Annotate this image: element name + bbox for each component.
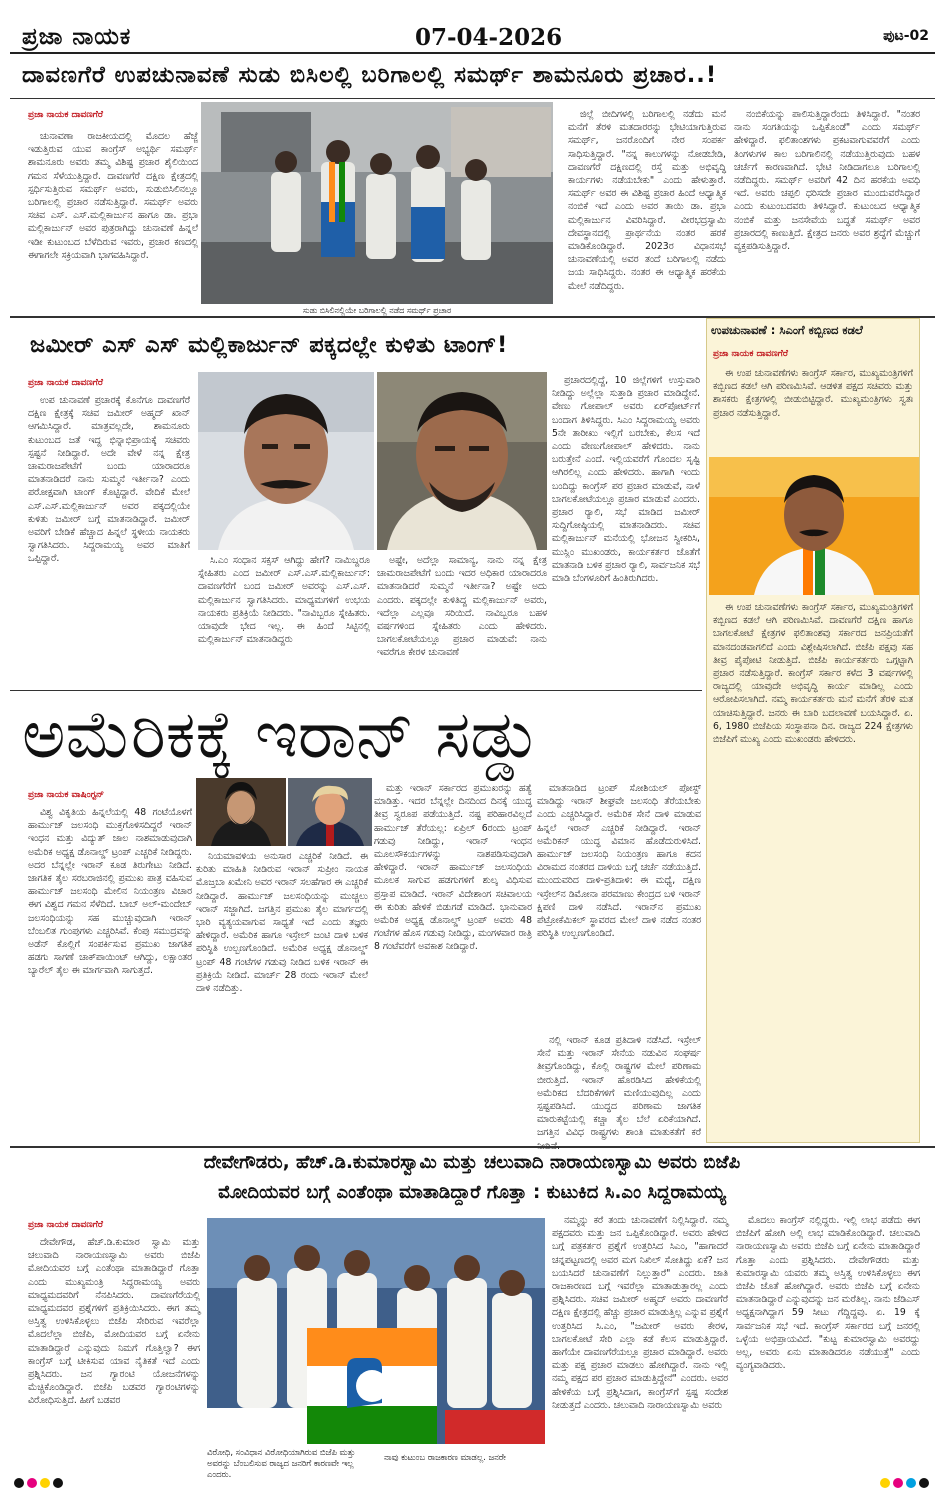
story2-column-3 — [377, 554, 547, 682]
story4-headline-line-2: ಮೋದಿಯವರ ಬಗ್ಗೆ ಎಂತೆಂಥಾ ಮಾತಾಡಿದ್ದಾರೆ ಗೊತ್ತಾ : ಕುಟುಕಿದ ಸಿ.ಎಂ ಸಿದ್ದರಾಮಯ್ಯ — [218, 1182, 726, 1203]
rally-stage-photo — [207, 1218, 545, 1444]
story4-photo-caption-right — [384, 1452, 546, 1463]
story1-text-1: ಚುನಾವಣಾ ರಾಜಕೀಯದಲ್ಲಿ ಮೊದಲ ಹೆಜ್ಜೆ ಇಡುತ್ತಿರುವ ಯುವ ಕಾಂಗ್ರೆಸ್ ಅಭ್ಯರ್ಥಿ ಸಮರ್ಥ್ ಶಾಮನೂರು ಅವರು ತಮ್ಮ ವಿಶಿಷ್ಟ ಪ್ರಚಾರ ಶೈಲಿಯಿಂದ ಗಮನ ಸೆಳೆಯುತ್ತಿದ್ದಾರೆ. ದಾವಣಗೆರೆ ದಕ್ಷಿಣ ಕ್ಷೇತ್ರದಲ್ಲಿ ಸ್ಪರ್ಧಿಸುತ್ತಿರುವ ಸಮರ್ಥ್ ಅವರು, ಸುಡುಬಿಸಿಲಿನಲ್ಲೂ ಬರಿಗಾಲಲ್ಲಿ ಪ್ರಚಾರ ನಡೆಸುತ್ತಿದ್ದಾರೆ. ಸಮರ್ಥ್ ಅವರು ಸಚಿವ ಎಸ್. ಎಸ್.ಮಲ್ಲಿಕಾರ್ಜುನ ಹಾಗೂ ಡಾ. ಪ್ರಭಾ ಮಲ್ಲಿಕಾರ್ಜುನ್ ಅವರ ಪುತ್ರರಾಗಿದ್ದು ಚುನಾವಣೆ ಹಿನ್ನಲೆ ಇಡೀ ಕುಟುಂಬದ ಬೆಳೆದಿರುವ ಇವರು, ಪ್ರಚಾರ ಕಣದಲ್ಲಿ ಈಗಾಗಲೇ ಸಕ್ರಿಯವಾಗಿ ಭಾಗವಹಿಸಿದ್ದಾರೆ. — [28, 131, 198, 261]
story3-headline: ಅಮೆರಿಕಕ್ಕೆ ಇರಾನ್ ಸಡ್ಡು — [22, 696, 541, 773]
story4-text-1: ದೇವೇಗೌಡ, ಹೆಚ್.ಡಿ.ಕುಮಾರ ಸ್ವಾಮಿ ಮತ್ತು ಚಲುವಾದಿ ನಾರಾಯಣಸ್ವಾಮಿ ಅವರು ಬಿಜೆಪಿ ಮೋದಿಯವರ ಬಗ್ಗೆ ಎಂತೆಂಥಾ ಮಾತಾಡಿದ್ದಾರೆ ಗೊತ್ತಾ ಎಂದು ಮುಖ್ಯಮಂತ್ರಿ ಸಿದ್ದರಾಮಯ್ಯ ಅವರು ಮಾಧ್ಯಮದವರಿಗೆ ನೆನಪಿಸಿದರು. ದಾವಣಗೆರೆಯಲ್ಲಿ ಮಾಧ್ಯಮದವರ ಪ್ರಶ್ನೆಗಳಿಗೆ ಪ್ರತಿಕ್ರಿಯಿಸಿದರು. ಈಗ ತಮ್ಮ ಅಸ್ತಿತ್ವ ಉಳಿಸಿಕೊಳ್ಳಲು ಬಿಜೆಪಿ ಸೇರಿರುವ ಇವರೆಲ್ಲಾ ಮೊದಲೆಲ್ಲಾ ಬಿಜೆಪಿ, ಮೋದಿಯವರ ಬಗ್ಗೆ ಏನೇನು ಮಾತಾಡಿದ್ದಾರೆ ಎನ್ನುವುದು ನಿಮಗೆ ಗೊತ್ತಿಲ್ವಾ? ಈಗ ಕಾಂಗ್ರೆಸ್ ಬಗ್ಗೆ ಟೀಕಿಸುವ ಯಾವ ನೈತಿಕತೆ ಇದೆ ಎಂದು ಪ್ರಶ್ನಿಸಿದರು. ಜನ ಗ್ಯಾರಂಟಿ ಯೋಜನೆಗಳನ್ನು ಮೆಚ್ಚಿಕೊಂಡಿದ್ದಾರೆ. ಬಿಜೆಪಿ ಬಡವರ ಗ್ಯಾರಂಟಿಗಳನ್ನು ವಿರೋಧಿಸುತ್ತಿದೆ. ಹೀಗೆ ಬಡವರ — [28, 1237, 200, 1407]
story3-text-3: ಮತ್ತು ಇರಾನ್ ಸರ್ಕಾರದ ಪ್ರಮುಖರನ್ನು ಹತ್ಯೆ ಮಾಡಿತ್ತು. ಇದರ ಬೆನ್ನಲ್ಲೇ ದಿನದಿಂದ ದಿನಕ್ಕೆ ಯುದ್ಧ ತೀವ್ರ ಸ್ವರೂಪ ಪಡೆಯುತ್ತಿದೆ. ನಷ್ಟ ಪರಿಹಾರವಿಲ್ಲದೆ ಹಾರ್ಮುಜ್ ತೆರೆಯಲ್ಲ: ಏಪ್ರಿಲ್ 6ರಂದು ಟ್ರಂಪ್ ಗಡುವು ನೀಡಿದ್ದು, ಇರಾನ್ ಇಂಧನ ಮೂಲಸೌಕರ್ಯಗಳನ್ನು ನಾಶಪಡಿಸುವುದಾಗಿ ಹೇಳಿದ್ದಾರೆ. ಇರಾನ್ ಹಾರ್ಮುಜ್ ಜಲಸಂಧಿಯ ಮೂಲಕ ಸಾಗುವ ಹಡಗುಗಳಿಗೆ ಶುಲ್ಕ ವಿಧಿಸುವ ಪ್ರಸ್ತಾಪ ಮಾಡಿದೆ. ಇರಾನ್ ವಿದೇಶಾಂಗ ಸಚಿವಾಲಯ ಈ ಕುರಿತು ಹೇಳಿಕೆ ಬಿಡುಗಡೆ ಮಾಡಿದೆ. ಭಾನುವಾರ ಅಮೆರಿಕ ಅಧ್ಯಕ್ಷ ಡೊನಾಲ್ಡ್ ಟ್ರಂಪ್ ಅವರು 48 ಗಂಟೆಗಳ ಹೊಸ ಗಡುವು ನೀಡಿದ್ದು, ಮಂಗಳವಾರ ರಾತ್ರಿ 8 ಗಂಟೆವರೆಗೆ ಅವಕಾಶ ನೀಡಿದ್ದಾರೆ. — [374, 783, 532, 953]
story4-column-1 — [28, 1236, 200, 1468]
story2-photo-right — [377, 372, 547, 550]
page-number: ಪುಟ-02 — [883, 28, 929, 44]
story4-text-2: ನಮ್ಮನ್ನು ಕರೆ ತಂದು ಚುನಾವಣೆಗೆ ನಿಲ್ಲಿಸಿದ್ದಾರೆ. ನಮ್ಮ ಪಕ್ಷದವರು ಮತ್ತು ಜನ ಒಪ್ಪಿಕೊಂಡಿದ್ದಾರೆ. ಅವರು ಹೇಳಿದ ಬಗ್ಗೆ ಪತ್ರಕರ್ತರ ಪ್ರಶ್ನೆಗೆ ಉತ್ತರಿಸಿದ ಸಿಎಂ, "ಹಾಗಾದರೆ ಚನ್ನಪಟ್ಟಣದಲ್ಲಿ ಅವರ ಮಗ ನಿಖಿಲ್ ಸೋತಿದ್ದು ಏಕೆ? ಜನ ಬಯಸಿದರೆ ಚುನಾವಣೆಗೆ ನಿಲ್ಲುತ್ತಾರೆ" ಎಂದರು. ಜಾತಿ ರಾಜಕಾರಣದ ಬಗ್ಗೆ ಇವರೆಲ್ಲಾ ಮಾತಾಡುತ್ತಾರಲ್ಲ ಎಂದು ಪ್ರಶ್ನಿಸಿದರು. ಸಚಿವ ಜಮೀರ್ ಅಹ್ಮದ್ ಅವರು ದಾವಣಗೆರೆ ದಕ್ಷಿಣ ಕ್ಷೇತ್ರದಲ್ಲಿ ಹೆಚ್ಚು ಪ್ರಚಾರ ಮಾಡುತ್ತಿಲ್ಲ ಎನ್ನುವ ಪ್ರಶ್ನೆಗೆ ಉತ್ತರಿಸಿದ ಸಿ.ಎಂ, "ಜಮೀರ್ ಅವರು ಕೇರಳ, ಬಾಗಲಕೋಟೆ ಸೇರಿ ಎಲ್ಲಾ ಕಡೆ ಕೆಲಸ ಮಾಡುತ್ತಿದ್ದಾರೆ. ಹಾಗೆಯೇ ದಾವಣಗೆರೆಯಲ್ಲೂ ಪ್ರಚಾರ ಮಾಡಿದ್ದಾರೆ. ಅವರು ಮತ್ತು ಪಕ್ಷ ಪ್ರಚಾರ ಮಾಡಲು ಹೋಗಿದ್ದಾರೆ. ನಾನು ಇಲ್ಲಿ ನಮ್ಮ ಪಕ್ಷದ ಪರ ಪ್ರಚಾರ ಮಾಡುತ್ತಿದ್ದೇನೆ" ಎಂದರು. ಅವರ ಹೇಳಿಕೆಯ ಬಗ್ಗೆ ಪ್ರಶ್ನಿಸಿದಾಗ, ಕಾಂಗ್ರೆಸ್‌ಗೆ ಸ್ಪಷ್ಟ ಸಂದೇಶ ನೀಡುತ್ತದೆ ಎಂದರು. ಚಲುವಾದಿ ನಾರಾಯಣಸ್ವಾಮಿ ಅವರು — [552, 1215, 728, 1411]
divider — [10, 1146, 935, 1148]
story3-column-2 — [196, 850, 368, 1136]
story4-photo-caption-left — [207, 1447, 377, 1481]
print-marks-right — [880, 1478, 929, 1488]
story4-column-2 — [552, 1214, 728, 1468]
politician-portrait-left — [198, 372, 374, 550]
politician-portrait-right — [377, 372, 547, 550]
story3-text-2: ನಿಯಮಾವಳಿಯ ಅನುಸಾರ ಎಚ್ಚರಿಕೆ ನೀಡಿದೆ. ಈ ಕುರಿತು ಮಾಹಿತಿ ನೀಡಿರುವ ಇರಾನ್ ಸುಪ್ರೀಂ ನಾಯಕ ಮೊಜ್ತಬಾ ಖಮೇನಿ ಅವರ ಇರಾನ್ ಸಲಹೆಗಾರ ಈ ಎಚ್ಚರಿಕೆ ನೀಡಿದ್ದಾರೆ. ಹಾರ್ಮುಜ್ ಜಲಸಂಧಿಯನ್ನು ಮುಚ್ಚಲು ಇರಾನ್ ಸಜ್ಜಾಗಿದೆ. ಜಗತ್ತಿನ ಪ್ರಮುಖ ತೈಲ ಮಾರ್ಗದಲ್ಲಿ ಭಾರಿ ವ್ಯತ್ಯಯವಾಗುವ ಸಾಧ್ಯತೆ ಇದೆ ಎಂದು ತಜ್ಞರು ಹೇಳಿದ್ದಾರೆ. ಅಮೆರಿಕ ಹಾಗೂ ಇಸ್ರೇಲ್ ಜಂಟಿ ದಾಳಿ ಬಳಿಕ ಪರಿಸ್ಥಿತಿ ಉಲ್ಬಣಗೊಂಡಿದೆ. ಅಮೆರಿಕ ಅಧ್ಯಕ್ಷ ಡೊನಾಲ್ಡ್ ಟ್ರಂಪ್ 48 ಗಂಟೆಗಳ ಗಡುವು ನೀಡಿದ ಬಳಿಕ ಇರಾನ್ ಈ ಪ್ರತಿಕ್ರಿಯೆ ನೀಡಿದೆ. ಮಾರ್ಚ್ 28 ರಂದು ಇರಾನ್ ಮೇಲೆ ದಾಳಿ ನಡೆದಿತ್ತು. — [196, 851, 368, 995]
sidebar-column-2 — [713, 601, 913, 1137]
us-president-portrait — [288, 778, 372, 846]
story1-headline: ದಾವಣಗೆರೆ ಉಪಚುನಾವಣೆ ಸುಡು ಬಿಸಿಲಲ್ಲಿ ಬರಿಗಾಲಲ್ಲಿ ಸಮರ್ಥ್ ಶಾಮನೂರು ಪ್ರಚಾರ..! — [22, 62, 718, 88]
divider — [10, 98, 935, 99]
story2-headline: ಜಮೀರ್ ಎಸ್ ಎಸ್ ಮಲ್ಲಿಕಾರ್ಜುನ್ ಪಕ್ಕದಲ್ಲೇ ಕುಳಿತು ಟಾಂಗ್! — [30, 332, 508, 358]
story3-photo-right — [288, 778, 372, 846]
story2-text-3: ಅಷ್ಟೇ, ಅದೆಲ್ಲಾ ಸಾಮಾನ್ಯ, ನಾನು ನನ್ನ ಕ್ಷೇತ್ರ ಚಾಮರಾಜಪೇಟೆಗೆ ಬಂದು ಇದರ ಅಧಿಕಾರ ಯಾರಾದರೂ ಮಾತನಾಡಿದರೆ ಸುಮ್ಮನೆ ಇರ್ತೀನಾ? ಅಷ್ಟೇ ಅದು ಎಂದರು. ಪಕ್ಕದಲ್ಲೇ ಕುಳಿತಿದ್ದ ಮಲ್ಲಿಕಾರ್ಜುನ್ ಅವರು, ಇದೆಲ್ಲಾ ಎಲ್ಲವೂ ಸರಿಯಿದೆ. ನಾವಿಬ್ಬರೂ ಬಹಳ ವರ್ಷಗಳಿಂದ ಸ್ನೇಹಿತರು ಎಂದು ಹೇಳಿದರು. ಬಾಗಲಕೋಟೆಯಲ್ಲೂ ಪ್ರಚಾರ ಮಾಡುವೆ: ನಾನು ಇವರೆಗೂ ಕೇರಳ ಚುನಾವಣೆ — [377, 555, 547, 659]
registration-dot — [906, 1478, 916, 1488]
story3-column-1 — [28, 806, 192, 1136]
registration-dot — [893, 1478, 903, 1488]
story3-text-5: ನಲ್ಲಿ ಇರಾನ್ ಕೂಡ ಪ್ರತಿದಾಳಿ ನಡೆಸಿದೆ. ಇಸ್ರೇಲ್ ಸೇನೆ ಮತ್ತು ಇರಾನ್ ಸೇನೆಯ ನಡುವಿನ ಸಂಘರ್ಷ ತೀವ್ರಗೊಂಡಿದ್ದು, ಕೊಲ್ಲಿ ರಾಷ್ಟ್ರಗಳ ಮೇಲೆ ಪರಿಣಾಮ ಬೀರುತ್ತಿದೆ. ಇರಾನ್ ಹೊರಡಿಸಿದ ಹೇಳಿಕೆಯಲ್ಲಿ ಅಮೆರಿಕದ ಬೆದರಿಕೆಗಳಿಗೆ ಮಣಿಯುವುದಿಲ್ಲ ಎಂದು ಸ್ಪಷ್ಟಪಡಿಸಿದೆ. ಯುದ್ಧದ ಪರಿಣಾಮ ಜಾಗತಿಕ ಮಾರುಕಟ್ಟೆಯಲ್ಲಿ ಕಚ್ಚಾ ತೈಲ ಬೆಲೆ ಏರಿಕೆಯಾಗಿದೆ. ಜಗತ್ತಿನ ವಿವಿಧ ರಾಷ್ಟ್ರಗಳು ಶಾಂತಿ ಮಾತುಕತೆಗೆ ಕರೆ — [537, 1035, 701, 1139]
story1-text-2: ಜಿಲ್ಲೆ ಬೀದಿಗಳಲ್ಲಿ ಬರಿಗಾಲಲ್ಲಿ ನಡೆದು ಮನೆ ಮನೆಗೆ ತೆರಳಿ ಮತದಾರರನ್ನು ಭೇಟಿಯಾಗುತ್ತಿರುವ ಸಮರ್ಥ್, ಜನರೊಂದಿಗೆ ನೇರ ಸಂಪರ್ಕ ಸಾಧಿಸುತ್ತಿದ್ದಾರೆ. "ನನ್ನ ಕಾಲುಗಳನ್ನು ನೋಡಬೇಡಿ, ದಾವಣಗೆರೆ ದಕ್ಷಿಣದಲ್ಲಿ ರಸ್ತೆ ಮತ್ತು ಅಭಿವೃದ್ಧಿ ಕಾರ್ಯಗಳು ನಡೆಯಬೇಕು" ಎಂದು ಹೇಳುತ್ತಾರೆ. ಸಮರ್ಥ್ ಅವರ ಈ ವಿಶಿಷ್ಟ ಪ್ರಚಾರ ಹಿಂದೆ ಆಧ್ಯಾತ್ಮಿಕ ನಂಬಿಕೆ ಇದೆ ಎಂದು ಅವರ ತಾಯಿ ಡಾ. ಪ್ರಭಾ ಮಲ್ಲಿಕಾರ್ಜುನ ವಿವರಿಸಿದ್ದಾರೆ. ವೀರಭದ್ರಸ್ವಾಮಿ ದೇವಸ್ಥಾನದಲ್ಲಿ ಪ್ರಾರ್ಥನೆಯ ನಂತರ ಹರಕೆ ಮಾಡಿಕೊಂಡಿದ್ದಾರೆ. 2023ರ ವಿಧಾನಸಭೆ ಚುನಾವಣೆಯಲ್ಲಿ ಅವರ ತಂದೆ ಬರಿಗಾಲಲ್ಲಿ ನಡೆದು ಜಯ ಸಾಧಿಸಿದ್ದರು. ನಂತರ ಈ ಆಧ್ಯಾತ್ಮಿಕ ಹರಕೆಯ ಮೇಲೆ ನಡೆದಿದ್ದರು. — [568, 109, 726, 292]
story1-column-1 — [28, 130, 198, 310]
story2-column-2 — [198, 554, 370, 682]
sidebar-box — [706, 318, 920, 1143]
story4-byline: ಪ್ರಜಾ ನಾಯಕ ದಾವಣಗೆರೆ — [28, 1220, 104, 1230]
divider — [10, 690, 702, 691]
story1-text-3: ನಂಬಿಕೆಯನ್ನು ಪಾಲಿಸುತ್ತಿದ್ದಾರೆಂದು ತಿಳಿಸಿದ್ದಾರೆ. "ನಂತರ ನಾನು ಸಂಗತಿಯನ್ನು ಒಪ್ಪಿಕೊಂಡೆ" ಎಂದು ಸಮರ್ಥ್ ಹೇಳಿದ್ದಾರೆ. ಫಲಿತಾಂಶಗಳು ಪ್ರಕಟವಾಗುವವರೆಗೆ ಎಂದು ತಿಂಗಳುಗಳ ಕಾಲ ಬರಿಗಾಲಿನಲ್ಲಿ ನಡೆಯುತ್ತಿರುವುದು ಬಹಳ ಚರ್ಚೆಗೆ ಕಾರಣವಾಗಿದೆ. ಭೇಟಿ ನೀಡಿದಾಗಲೂ ಬರಿಗಾಲಲ್ಲಿ ನಡೆದಿದ್ದರು. ಸಮರ್ಥ್ ಅವರಿಗೆ 42 ದಿನ ಹರಕೆಯ ಅವಧಿ ಇದೆ. ಅವರು ಚಪ್ಪಲಿ ಧರಿಸದೇ ಪ್ರಚಾರ ಮುಂದುವರೆಸಿದ್ದಾರೆ ಎಂದು ಕುಟುಂಬದವರು ತಿಳಿಸಿದ್ದಾರೆ. ಕುಟುಂಬದ ಆಧ್ಯಾತ್ಮಿಕ ನಂಬಿಕೆ ಮತ್ತು ಜನಸೇವೆಯ ಬದ್ಧತೆ ಸಮರ್ಥ್ ಅವರ ಪ್ರಚಾರದಲ್ಲಿ ಕಾಣುತ್ತಿದೆ. ಕ್ಷೇತ್ರದ ಜನರು ಅವರ ಶ್ರದ್ಧೆಗೆ ಮೆಚ್ಚುಗೆ ವ್ಯಕ್ತಪಡಿಸುತ್ತಿದ್ದಾರೆ. — [734, 109, 920, 253]
sidebar-text-2: ಈ ಉಪ ಚುನಾವಣೆಗಳು ಕಾಂಗ್ರೆಸ್ ಸರ್ಕಾರ, ಮುಖ್ಯಮಂತ್ರಿಗಳಿಗೆ ಕಬ್ಬಿಣದ ಕಡಲೆ ಆಗಿ ಪರಿಣಮಿಸಿವೆ. ದಾವಣಗೆರೆ ದಕ್ಷಿಣ ಹಾಗೂ ಬಾಗಲಕೋಟೆ ಕ್ಷೇತ್ರಗಳ ಫಲಿತಾಂಶವು ಸರ್ಕಾರದ ಜನಪ್ರಿಯತೆಗೆ ಮಾನದಂಡವಾಗಲಿದೆ ಎಂದು ವಿಶ್ಲೇಷಿಸಲಾಗಿದೆ. ಬಿಜೆಪಿ ಪಕ್ಷವು ಸಹ ತೀವ್ರ ಪೈಪೋಟಿ ನೀಡುತ್ತಿದೆ. ಬಿಜೆಪಿ ಕಾರ್ಯಕರ್ತರು ಒಗ್ಗಟ್ಟಾಗಿ ಪ್ರಚಾರ ನಡೆಸುತ್ತಿದ್ದಾರೆ. ಕಾಂಗ್ರೆಸ್ ಸರ್ಕಾರ ಕಳೆದ 3 ವರ್ಷಗಳಲ್ಲಿ ರಾಜ್ಯದಲ್ಲಿ ಯಾವುದೇ ಅಭಿವೃದ್ಧಿ ಕಾರ್ಯ ಮಾಡಿಲ್ಲ ಎಂದು ಆರೋಪಿಸಲಾಗಿದೆ. ನಮ್ಮ ಕಾರ್ಯಕರ್ತರು ಮನೆ ಮನೆಗೆ ತೆರಳಿ ಮತ ಯಾಚಿಸುತ್ತಿದ್ದಾರೆ. ಜನರು ಈ ಬಾರಿ ಬದಲಾವಣೆ ಬಯಸಿದ್ದಾರೆ. ಏ. 6, 1980 ಬಿಜೆಪಿಯ ಸಂಸ್ಥಾಪನಾ ದಿನ. ರಾಜ್ಯದ 224 ಕ್ಷೇತ್ರಗಳು ಬಿಜೆಪಿಗೆ ಮುಖ್ಯ ಎಂದು ಮುಖಂಡರು ಹೇಳಿದರು. — [713, 602, 913, 746]
story1-photo — [201, 102, 553, 315]
issue-date: 07-04-2026 — [415, 24, 563, 51]
sidebar-photo — [709, 457, 919, 595]
story3-photo-left — [196, 778, 286, 846]
newspaper-name: ಪ್ರಜಾ ನಾಯಕ — [22, 24, 132, 50]
print-marks-left — [14, 1478, 63, 1488]
story4-photo — [207, 1218, 545, 1444]
story2-photo-left — [198, 372, 374, 550]
story2-text-4: ಪ್ರಚಾರದಲ್ಲಿದ್ದೆ, 10 ಜಿಲ್ಲೆಗಳಿಗೆ ಉಸ್ತುವಾರಿ ನೀಡಿದ್ದು ಅಲ್ಲೆಲ್ಲಾ ಸುತ್ತಾಡಿ ಪ್ರಚಾರ ಮಾಡಿದ್ದೇನೆ. ವೇಣು ಗೋಪಾಲ್ ಅವರು ಏರ್‌ಪೋರ್ಟ್‌ಗೆ ಬಂದಾಗ ತಿಳಿಸಿದ್ದರು. ಸಿಎಂ ಸಿದ್ದರಾಮಯ್ಯ ಅವರು 5ನೇ ತಾರೀಖು ಇಲ್ಲಿಗೆ ಬರಬೇಕು, ಕೆಲಸ ಇದೆ ಎಂದು ವೇಣುಗೋಪಾಲ್ ಹೇಳಿದರು. ನಾನು ಬರುತ್ತೇನೆ ಎಂದೆ. ಇಲ್ಲಿಯವರೆಗೆ ಗೊಂದಲ ಸೃಷ್ಟಿ ಆಗಿರಲಿಲ್ಲ ಎಂದು ಹೇಳಿದರು. ಹಾಗಾಗಿ ಇಂದು ಬಂದಿದ್ದು ಕಾಂಗ್ರೆಸ್ ಪರ ಪ್ರಚಾರ ಮಾಡುವೆ, ನಾಳೆ ಬಾಗಲಕೋಟೆಯಲ್ಲೂ ಪ್ರಚಾರ ಮಾಡುವೆ ಎಂದರು. ಪ್ರಚಾರ ರ್‍ಯಾಲಿ, ಸಭೆ ಮಾಡಿದ ಜಮೀರ್ ಸುದ್ದಿಗೋಷ್ಠಿಯಲ್ಲಿ ಮಾತನಾಡಿದರು. ಸಚಿವ ಮಲ್ಲಿಕಾರ್ಜುನ್ ಮನೆಯಲ್ಲಿ ಭೋಜನ ಸ್ವೀಕರಿಸಿ, ಮುಸ್ಲಿಂ ಮುಖಂಡರು, ಕಾರ್ಯಕರ್ತರ ಜೊತೆಗೆ ಮಾತನಾಡಿ ಬಳಿಕ ಪ್ರಚಾರ ರ್‍ಯಾಲಿ, ಸಾರ್ವಜನಿಕ ಸಭೆ ಮಾಡಿ ಬೆಂಗಳೂರಿಗೆ ಹಿಂತಿರುಗಿದರು. — [552, 375, 700, 585]
sidebar-byline: ಪ್ರಜಾ ನಾಯಕ ದಾವಣಗೆರೆ — [713, 349, 789, 359]
story3-column-4 — [537, 782, 701, 1032]
registration-dot — [14, 1478, 24, 1488]
registration-dot — [27, 1478, 37, 1488]
story2-column-4 — [552, 374, 700, 682]
registration-dot — [53, 1478, 63, 1488]
story1-photo-caption: ಸುಡು ಬಿಸಿಲಿನಲ್ಲಿಯೇ ಬರಿಗಾಲಲ್ಲಿ ನಡೆದ ಸಮರ್ಥ್ ಪ್ರಚಾರ — [302, 306, 452, 315]
story2-text-2: ಸಿ.ಎಂ ಸಂಧಾನ ಸಕ್ಸಸ್ ಆಗಿದ್ದು ಹೇಗೆ? ನಾಮಿಬ್ದರೂ ಸ್ನೇಹಿತರು ಎಂದ ಜಮೀರ್ ಎಸ್.ಎಸ್.ಮಲ್ಲಿಕಾರ್ಜುನ್: ದಾವಣಗೆರೆಗೆ ಬಂದ ಜಮೀರ್ ಅವರನ್ನು ಎಸ್.ಎಸ್. ಮಲ್ಲಿಕಾರ್ಜುನ ಸ್ವಾಗತಿಸಿದರು. ಮಾಧ್ಯಮಗಳಿಗೆ ಉಭಯ ನಾಯಕರು ಪ್ರತಿಕ್ರಿಯೆ ನೀಡಿದರು. "ನಾವಿಬ್ಬರೂ ಸ್ನೇಹಿತರು. ಯಾವುದೇ ಭೇದ ಇಲ್ಲ. ಈ ಹಿಂದೆ ಸಿಟ್ಟಿನಲ್ಲಿ ಮಲ್ಲಿಕಾರ್ಜುನ್ ಮಾತನಾಡಿದ್ದರು — [198, 555, 370, 646]
sidebar-column-1 — [713, 367, 913, 453]
story3-text-1: ವಿಶ್ವ ವಿಕೃತಿಯ ಹಿನ್ನಲೆಯಲ್ಲಿ 48 ಗಂಟೆಯೊಳಗೆ ಹಾರ್ಮುಜ್ ಜಲಸಂಧಿ ಮುಕ್ತಗೊಳಿಸದಿದ್ದರೆ ಇರಾನ್ ಇಂಧನ ಮತ್ತು ವಿದ್ಯುತ್ ಜಾಲ ನಾಶಮಾಡುವುದಾಗಿ ಅಮೆರಿಕ ಅಧ್ಯಕ್ಷ ಡೊನಾಲ್ಡ್ ಟ್ರಂಪ್ ಎಚ್ಚರಿಕೆ ನೀಡಿದ್ದರು. ಅದರ ಬೆನ್ನಲ್ಲೇ ಇರಾನ್ ಕೂಡ ತಿರುಗೇಟು ನೀಡಿದೆ. ಜಾಗತಿಕ ತೈಲ ಸರಬರಾಜಿನಲ್ಲಿ ಪ್ರಮುಖ ಪಾತ್ರ ವಹಿಸುವ ಹಾರ್ಮುಜ್ ಜಲಸಂಧಿ ಮೇಲಿನ ನಿಯಂತ್ರಣ ವಿಚಾರ ಈಗ ವಿಶ್ವದ ಗಮನ ಸೆಳೆದಿದೆ. ಬಾಬ್ ಅಲ್-ಮಂದೇಬ್ ಜಲಸಂಧಿಯನ್ನು ಸಹ ಮುಚ್ಚುವುದಾಗಿ ಇರಾನ್ ಬೆಂಬಲಿತ ಗುಂಪುಗಳು ಎಚ್ಚರಿಸಿವೆ. ಕೆಂಪು ಸಮುದ್ರವನ್ನು ಅಡೆನ್ ಕೊಲ್ಲಿಗೆ ಸಂಪರ್ಕಿಸುವ ಪ್ರಮುಖ ಜಾಗತಿಕ ಹಡಗು ಸಾಗಣೆ ಚಾಕ್‌ಪಾಯಿಂಟ್ ಆಗಿದ್ದು, ಲಕ್ಷಾಂತರ ಬ್ಯಾರೆಲ್ ತೈಲ ಈ ಮಾರ್ಗವಾಗಿ ಸಾಗುತ್ತದೆ. — [28, 807, 192, 977]
sidebar-text-1: ಈ ಉಪ ಚುನಾವಣೆಗಳು ಕಾಂಗ್ರೆಸ್ ಸರ್ಕಾರ, ಮುಖ್ಯಮಂತ್ರಿಗಳಿಗೆ ಕಬ್ಬಿಣದ ಕಡಲೆ ಆಗಿ ಪರಿಣಮಿಸಿವೆ. ಆಡಳಿತ ಪಕ್ಷದ ಸಚಿವರು ಮತ್ತು ಶಾಸಕರು ಕ್ಷೇತ್ರಗಳಲ್ಲಿ ಬೀಡುಬಿಟ್ಟಿದ್ದಾರೆ. ಮುಖ್ಯಮಂತ್ರಿಗಳು ಸ್ವತಃ ಪ್ರಚಾರ ನಡೆಸುತ್ತಿದ್ದಾರೆ. — [713, 368, 913, 419]
story4-caption-left-text: ವಿರೋಧಿ, ಸಂವಿಧಾನ ವಿರೋಧಿಯಾಗಿರುವ ಬಿಜೆಪಿ ಮತ್ತು ಅವರನ್ನು ಬೆಂಬಲಿಸುವ ರಾಜ್ಯದ ಜನರಿಗೆ ಕಾರಣವೇ ಇಲ್ಲ ಎಂದರು. — [207, 1447, 356, 1479]
bjp-leader-portrait — [709, 457, 919, 595]
story1-column-2 — [568, 108, 726, 312]
story2-column-1 — [28, 394, 190, 682]
story3-byline: ಪ್ರಜಾ ನಾಯಕ ವಾಷಿಂಗ್ಟನ್ — [28, 790, 105, 800]
story3-text-4: ಮಾತನಾಡಿದ ಟ್ರಂಪ್ ಸೋಶಿಯಲ್ ಪೋಸ್ಟ್ ಮಾಡಿದ್ದು ಇರಾನ್ ಶೀಘ್ರವೇ ಜಲಸಂಧಿ ತೆರೆಯಬೇಕು ಎಂದು ಎಚ್ಚರಿಸಿದ್ದಾರೆ. ಅಮೆರಿಕ ಸೇನೆ ದಾಳಿ ಮಾಡುವ ಹಿನ್ನಲೆ ಇರಾನ್ ಎಚ್ಚರಿಕೆ ನೀಡಿದ್ದಾರೆ. ಇರಾನ್ ಅಮೆರಿಕನ್ ಯುದ್ಧ ವಿಮಾನ ಹೊಡೆದುರುಳಿಸಿದೆ. ಹಾರ್ಮುಜ್ ಜಲಸಂಧಿ ನಿಯಂತ್ರಣ ಹಾಗೂ ಕದನ ವಿರಾಮದ ನಂತರದ ದಾಳಿಯ ಬಗ್ಗೆ ಚರ್ಚೆ ನಡೆಯುತ್ತಿದೆ. ಮುಂದುವರಿದ ದಾಳಿ-ಪ್ರತಿದಾಳಿ: ಈ ಮಧ್ಯೆ, ದಕ್ಷಿಣ ಇಸ್ರೇಲ್‌ನ ಡಿಮೋನಾ ಪರಮಾಣು ಕೇಂದ್ರದ ಬಳಿ ಇರಾನ್ ಕ್ಷಿಪಣಿ ದಾಳಿ ನಡೆಸಿದೆ. ಇರಾನ್‌ನ ಪ್ರಮುಖ ಪೆಟ್ರೋಕೆಮಿಕಲ್ ಸ್ಥಾವರದ ಮೇಲೆ ದಾಳಿ ನಡೆದ ನಂತರ ಪರಿಸ್ಥಿತಿ ಉಲ್ಬಣಗೊಂಡಿದೆ. — [537, 783, 701, 940]
campaign-crowd-photo — [201, 102, 553, 304]
story2-text-1: ಉಪ ಚುನಾವಣೆ ಪ್ರಚಾರಕ್ಕೆ ಕೊನೆಗೂ ದಾವಣಗೆರೆ ದಕ್ಷಿಣ ಕ್ಷೇತ್ರಕ್ಕೆ ಸಚಿವ ಜಮೀರ್ ಅಹ್ಮದ್ ಖಾನ್ ಆಗಮಿಸಿದ್ದಾರೆ. ಮಾತ್ರವಲ್ಲದೇ, ಶಾಮನೂರು ಕುಟುಂಬದ ಜತೆ ಇದ್ದ ಭಿನ್ನಾಭಿಪ್ರಾಯಕ್ಕೆ ಸಚಿವರು ಸ್ಪಷ್ಟನೆ ನೀಡಿದ್ದಾರೆ. ಅದೇ ವೇಳೆ ನನ್ನ ಕ್ಷೇತ್ರ ಚಾಮರಾಜಪೇಟೆಗೆ ಬಂದು ಯಾರಾದರೂ ಮಾತನಾಡಿದರೆ ನಾನು ಸುಮ್ಮನೆ ಇರ್ತೀನಾ? ಎಂದು ಪರೋಕ್ಷವಾಗಿ ಟಾಂಗ್ ಕೊಟ್ಟಿದ್ದಾರೆ. ವೇದಿಕೆ ಮೇಲೆ ಎಸ್.ಎಸ್.ಮಲ್ಲಿಕಾರ್ಜುನ್ ಅವರ ಪಕ್ಕದಲ್ಲಿಯೇ ಕುಳಿತು ಜಮೀರ್ ಬಗ್ಗೆ ಮಾತನಾಡಿದ್ದಾರೆ. ಜಮೀರ್ ಅವರಿಗೆ ಬೇಡಿಕೆ ಹೆಚ್ಚಾದ ಹಿನ್ನಲೆ ಸ್ಥಳೀಯ ನಾಯಕರು ಸ್ವಾಗತಿಸಿದರು. ಸಿದ್ದರಾಮಯ್ಯ ಅವರ ಮಾತಿಗೆ ಒಪ್ಪಿದ್ದಾರೆ. — [28, 395, 190, 565]
registration-dot — [40, 1478, 50, 1488]
story4-column-3 — [736, 1214, 920, 1468]
sidebar-title: ಉಪಚುನಾವಣೆ : ಸಿಎಂಗೆ ಕಬ್ಬಿಣದ ಕಡಲೆ — [711, 323, 863, 337]
story4-headline-line-1: ದೇವೇಗೌಡರು, ಹೆಚ್.ಡಿ.ಕುಮಾರಸ್ವಾಮಿ ಮತ್ತು ಚಲುವಾದಿ ನಾರಾಯಣಸ್ವಾಮಿ ಅವರು ಬಿಜೆಪಿ — [203, 1152, 741, 1173]
masthead — [10, 22, 935, 54]
story4-text-3: ಮೊದಲು ಕಾಂಗ್ರೆಸ್ ನಲ್ಲಿದ್ದರು. ಇಲ್ಲಿ ಲಾಭ ಪಡೆದು ಈಗ ಬಿಜೆಪಿಗೆ ಹೋಗಿ ಅಲ್ಲಿ ಲಾಭ ಮಾಡಿಕೊಂಡಿದ್ದಾರೆ. ಚಲುವಾದಿ ನಾರಾಯಣಸ್ವಾಮಿ ಅವರು ಬಿಜೆಪಿ ಬಗ್ಗೆ ಏನೇನು ಮಾತಾಡಿದ್ದಾರೆ ಗೊತ್ತಾ ಎಂದು ಪ್ರಶ್ನಿಸಿದರು. ದೇವೇಗೌಡರು ಮತ್ತು ಕುಮಾರಸ್ವಾಮಿ ಯವರು ತಮ್ಮ ಅಸ್ತಿತ್ವ ಉಳಿಸಿಕೊಳ್ಳಲು ಈಗ ಬಿಜೆಪಿ ಜೊತೆ ಹೋಗಿದ್ದಾರೆ. ಅವರು ಬಿಜೆಪಿ ಬಗ್ಗೆ ಏನೇನು ಮಾತನಾಡಿದ್ದಾರೆ ಎನ್ನುವುದನ್ನು ಜನ ಮರೆತಿಲ್ಲ. ನಾನು ಜೆಡಿಎಸ್ ಅಧ್ಯಕ್ಷನಾಗಿದ್ದಾಗ 59 ಸೀಟು ಗೆದ್ದಿದ್ದವು. ಏ. 19 ಕ್ಕೆ ಸಾರ್ವಜನಿಕ ಸಭೆ ಇದೆ. ಕಾಂಗ್ರೆಸ್ ಸರ್ಕಾರದ ಬಗ್ಗೆ ಜನರಲ್ಲಿ ಒಳ್ಳೆಯ ಅಭಿಪ್ರಾಯವಿದೆ. "ಕುಟ್ಟ ಕುಮಾರಸ್ವಾಮಿ ಅವರದ್ದು ಅಲ್ಲ, ಅವರು ಏನು ಮಾತಾಡಿದರೂ ನಡೆಯುತ್ತೆ" ಎಂದು ವ್ಯಂಗ್ಯವಾಡಿದರು. — [736, 1215, 920, 1372]
story1-byline: ಪ್ರಜಾ ನಾಯಕ ದಾವಣಗೆರೆ — [28, 110, 104, 120]
registration-dot — [880, 1478, 890, 1488]
story2-byline: ಪ್ರಜಾ ನಾಯಕ ದಾವಣಗೆರೆ — [28, 378, 104, 388]
story3-column-3 — [374, 782, 532, 1136]
story3-column-5 — [537, 1034, 701, 1139]
iran-leader-portrait — [196, 778, 286, 846]
registration-dot — [919, 1478, 929, 1488]
story1-column-3 — [734, 108, 920, 312]
story4-caption-right-text: ನಾವು ಕುಟುಂಬ ರಾಜಕಾರಣ ಮಾಡಲ್ಲ. ಜನರೇ — [384, 1452, 506, 1462]
